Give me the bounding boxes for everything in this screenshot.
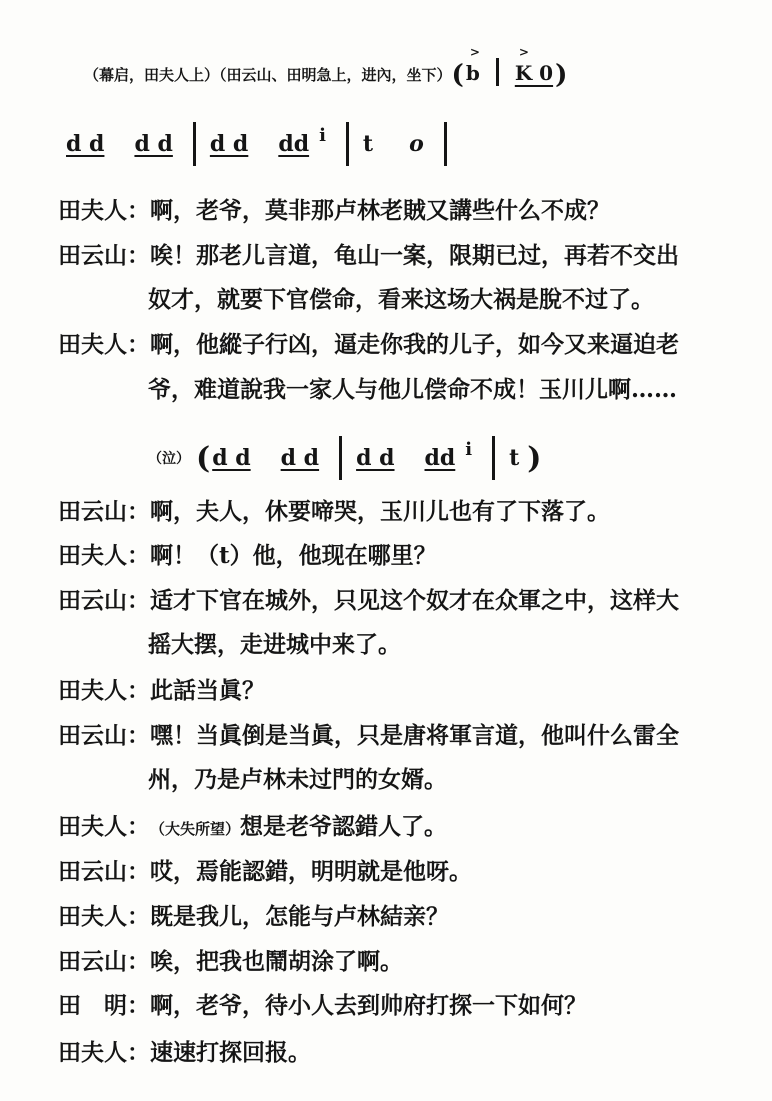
dialogue-line — [58, 721, 742, 751]
notation-row-1 — [66, 122, 461, 166]
note-group: d d — [356, 445, 395, 471]
dialogue-line — [58, 497, 742, 527]
barline — [492, 436, 495, 480]
note-group: d d — [209, 131, 249, 157]
note: o — [409, 131, 424, 157]
note-group: d d — [134, 131, 173, 157]
dialogue-line — [58, 330, 742, 360]
speaker: 田夫人： — [58, 813, 150, 840]
notation-k0: > K 0 — [514, 45, 554, 85]
notation-row-2 — [148, 436, 544, 480]
speaker: 田夫人： — [58, 542, 150, 569]
stage-direction — [84, 45, 568, 90]
dialogue-line — [58, 812, 742, 844]
speech-continuation: 奴才，就要下官偿命，看来这场大祸是脫不过了。 — [148, 286, 654, 313]
speech: 唉，把我也鬧胡涂了啊。 — [150, 948, 403, 975]
note-group: dd — [278, 131, 310, 157]
dialogue-line — [58, 991, 742, 1021]
note-group: d d — [280, 445, 320, 471]
speech-continuation: 爷，难道說我一家人与他儿偿命不成！玉川儿啊…… — [148, 376, 677, 403]
note: t — [362, 131, 374, 157]
speech-continuation: 摇大摆，走进城中来了。 — [148, 631, 401, 658]
speaker: 田云山： — [58, 722, 150, 749]
speech: 适才下官在城外，只见这个奴才在众軍之中，这样大 — [150, 587, 679, 614]
speech: 啊，老爷，莫非那卢林老賊又講些什么不成？ — [150, 197, 610, 224]
notation-prefix: （泣） — [148, 451, 190, 467]
speaker: 田夫人： — [58, 331, 150, 358]
dialogue-line — [58, 902, 742, 932]
speaker: 田夫人： — [58, 903, 150, 930]
speech: 此話当眞？ — [150, 677, 265, 704]
speaker: 田夫人： — [58, 197, 150, 224]
dialogue-line — [58, 196, 742, 226]
speaker: 田夫人： — [58, 1039, 150, 1066]
speech: 啊，他縱子行凶，逼走你我的儿子，如今又来逼迫老 — [150, 331, 679, 358]
speech: 嘿！当眞倒是当眞，只是唐将軍言道，他叫什么雷全 — [150, 722, 679, 749]
speech: 啊，夫人，休要啼哭，玉川儿也有了下落了。 — [150, 498, 610, 525]
speaker: 田云山： — [58, 948, 150, 975]
dialogue-line — [58, 857, 742, 887]
barline — [193, 122, 196, 166]
note-group: dd — [424, 445, 456, 471]
note-i: i — [465, 438, 473, 460]
speech: 啊，老爷，待小人去到帅府打探一下如何？ — [150, 992, 587, 1019]
notation-close-paren: ) — [527, 440, 542, 476]
barline — [346, 122, 349, 166]
speaker: 田 明： — [58, 992, 150, 1019]
stage-direction-text: （幕启，田夫人上）（田云山、田明急上，进內，坐下） — [84, 66, 452, 84]
speech: 想是老爷認錯人了。 — [240, 813, 448, 840]
speech: 速速打探回报。 — [150, 1039, 311, 1066]
barline — [444, 122, 447, 166]
speaker: 田云山： — [58, 498, 150, 525]
speaker: 田云山： — [58, 858, 150, 885]
speech: 啊！（t）他，他现在哪里？ — [150, 542, 437, 569]
notation-b: > b — [465, 45, 480, 85]
notation-barline — [496, 58, 499, 86]
speech: 哎，焉能認錯，明明就是他呀。 — [150, 858, 472, 885]
barline — [339, 436, 342, 480]
dialogue-line — [58, 1038, 742, 1068]
speech-continuation: 州，乃是卢林未过門的女婿。 — [148, 766, 447, 793]
speaker: 田夫人： — [58, 677, 150, 704]
speaker: 田云山： — [58, 242, 150, 269]
note-group: d d — [66, 131, 105, 157]
stage-direction-inline: （大失所望） — [150, 820, 241, 838]
dialogue-line — [58, 541, 742, 571]
dialogue-line — [58, 947, 742, 977]
note-i: i — [319, 124, 326, 146]
speaker: 田云山： — [58, 587, 150, 614]
note: t — [509, 445, 520, 471]
dialogue-line — [58, 241, 742, 271]
speech: 唉！那老儿言道，龟山一案，限期已过，再若不交出 — [150, 242, 679, 269]
speech: 既是我儿，怎能与卢林結亲？ — [150, 903, 449, 930]
dialogue-line — [58, 586, 742, 616]
notation-close-paren: ) — [555, 60, 568, 90]
dialogue-line — [58, 676, 742, 706]
notation-open-paren: ( — [196, 440, 211, 476]
notation-open-paren: ( — [451, 60, 464, 90]
note-group: d d — [212, 445, 251, 471]
